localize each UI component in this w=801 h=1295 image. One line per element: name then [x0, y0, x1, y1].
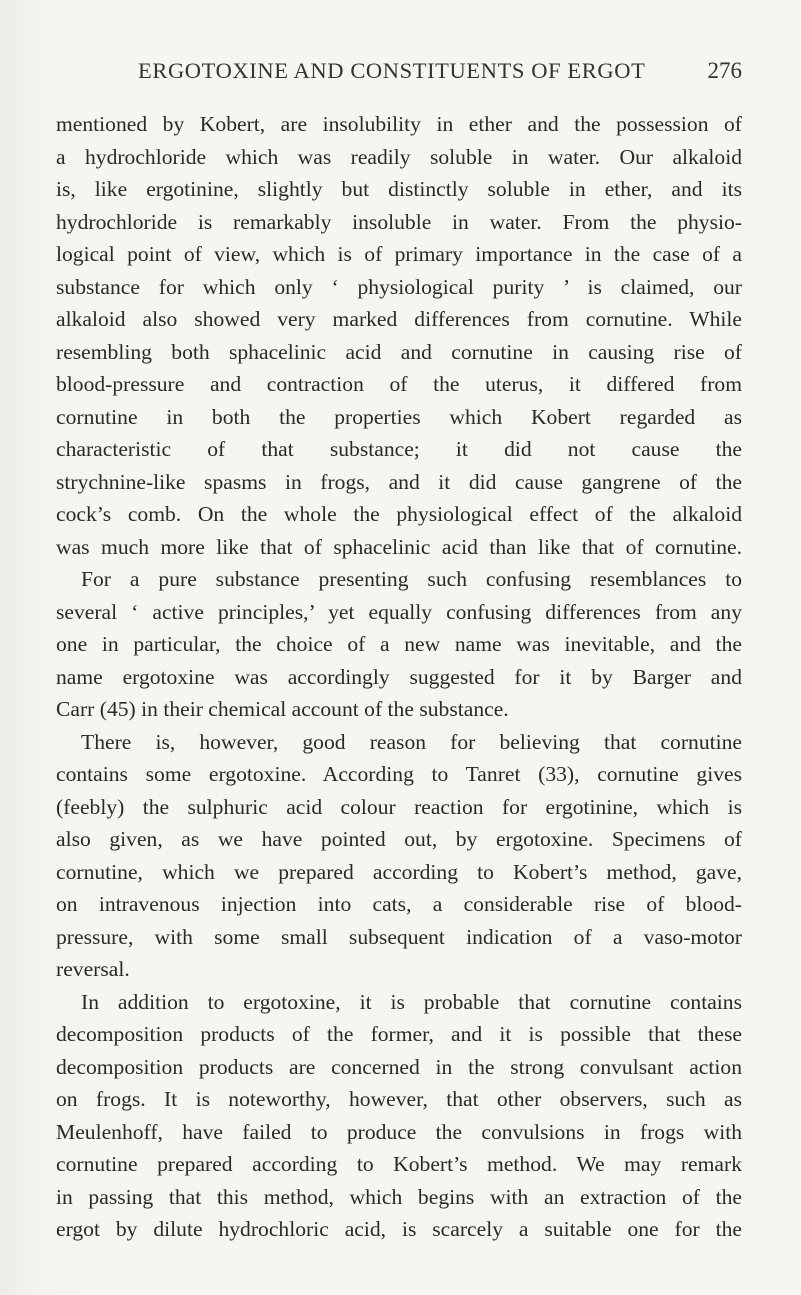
paragraph-start-line: For a pure substance presenting such confusing resemblances to — [81, 567, 742, 591]
text-line: decomposition products of the former, and it is possible that these — [56, 1022, 742, 1046]
text-line: Meulenhoff, have failed to produce the convulsions in frogs with — [56, 1119, 742, 1144]
text-line: on frogs. It is noteworthy, however, that other observers, such as — [56, 1087, 742, 1111]
page-header — [138, 58, 742, 90]
text-line: alkaloid also showed very marked differences from cornutine. While — [56, 307, 742, 331]
text-line: cornutine in both the properties which Kobert regarded as — [56, 404, 742, 429]
text-line: also given, as we have pointed out, by ergotoxine. Specimens of — [56, 827, 742, 851]
text-line: ergot by dilute hydrochloric acid, is scarcely a suitable one for the — [56, 1217, 742, 1241]
paragraph-start-line: There is, however, good reason for believing that cornutine — [81, 729, 742, 754]
text-line: characteristic of that substance; it did not cause the — [56, 437, 742, 461]
text-line: cornutine prepared according to Kobert’s method. We may remark — [56, 1152, 742, 1176]
running-head: ERGOTOXINE AND CONSTITUENTS OF ERGOT — [138, 58, 646, 83]
text-line: substance for which only ‘ physiological purity ’ is claimed, our — [56, 274, 742, 299]
paragraph-end-line: Carr (45) in their chemical account of the substance. — [56, 697, 509, 721]
text-line: strychnine-like spasms in frogs, and it did cause gangrene of the — [56, 469, 742, 494]
text-line: pressure, with some small subsequent indication of a vaso-motor — [56, 924, 742, 949]
text-line: contains some ergotoxine. According to Tanret (33), cornutine gives — [56, 762, 742, 786]
text-line: hydrochloride is remarkably insoluble in water. From the physio- — [56, 209, 742, 234]
text-line: mentioned by Kobert, are insolubility in ether and the possession of — [56, 112, 742, 136]
paragraph-start-line: In addition to ergotoxine, it is probable that cornutine contains — [81, 989, 742, 1014]
text-line: several ‘ active principles,’ yet equally confusing differences from any — [56, 599, 742, 624]
text-line: logical point of view, which is of primary importance in the case of a — [56, 242, 742, 266]
text-line: is, like ergotinine, slightly but distinctly soluble in ether, and its — [56, 177, 742, 201]
paragraph-end-line: reversal. — [56, 957, 130, 981]
text-line: blood-pressure and contraction of the uterus, it differed from — [56, 372, 742, 396]
text-line: resembling both sphacelinic acid and cornutine in causing rise of — [56, 339, 742, 364]
text-line: name ergotoxine was accordingly suggested for it by Barger and — [56, 664, 742, 689]
text-line: one in particular, the choice of a new name was inevitable, and the — [56, 632, 742, 656]
text-line: cock’s comb. On the whole the physiological effect of the alkaloid — [56, 502, 742, 526]
text-line: was much more like that of sphacelinic acid than like that of cornutine. — [56, 534, 742, 559]
text-line: in passing that this method, which begins with an extraction of the — [56, 1184, 742, 1209]
body-text — [56, 108, 742, 1246]
text-line: cornutine, which we prepared according to Kobert’s method, gave, — [56, 859, 742, 884]
text-line: decomposition products are concerned in the strong convulsant action — [56, 1054, 742, 1079]
text-line: a hydrochloride which was readily soluble in water. Our alkaloid — [56, 144, 742, 169]
page-number: 276 — [707, 58, 742, 83]
text-line: (feebly) the sulphuric acid colour reaction for ergotinine, which is — [56, 794, 742, 819]
text-line: on intravenous injection into cats, a considerable rise of blood- — [56, 892, 742, 916]
